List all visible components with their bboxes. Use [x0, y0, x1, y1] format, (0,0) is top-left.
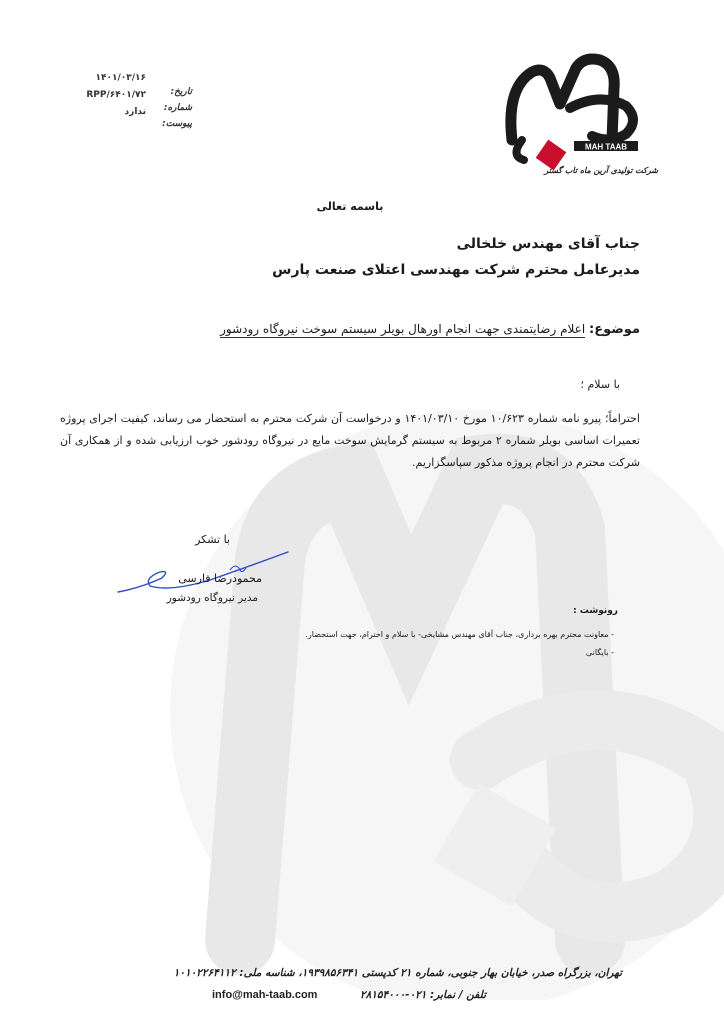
footer-phone: تلفن / نمابر: ۰۲۱-۲۸۱۵۴۰۰۰ — [359, 989, 486, 1001]
greeting: با سلام ؛ — [580, 378, 620, 391]
cc-label: رونوشت : — [573, 606, 618, 616]
subject-label: موضوع: — [589, 322, 640, 337]
signer-title: مدیر نیروگاه رودشور — [166, 592, 258, 604]
cc-item: - معاونت محترم بهره برداری، جناب آقای مهندس مشایخی- با سلام و احترام، جهت استحضار. — [154, 626, 614, 644]
closing: با تشکر — [195, 533, 230, 546]
number-value: RPP/۶۴۰۱/۷۲ — [86, 90, 146, 100]
meta-labels — [146, 84, 192, 132]
recipient-name: جناب آقای مهندس خلخالی — [456, 236, 640, 252]
subject-line — [220, 322, 640, 337]
date-label: تاریخ: — [170, 87, 192, 97]
cc-list — [154, 626, 614, 662]
number-label: شماره: — [163, 103, 192, 113]
company-name: شرکت تولیدی آرین ماه تاب گستر — [544, 166, 658, 175]
letter-body: احتراماً؛ پیرو نامه شماره ۱۰/۶۲۳ مورخ ۱۴۰۱/۰۳/۱۰ و درخواست آن شرکت محترم به استحضار می رساند، کیفیت اجرای پروژه تعمیرات اساسی بویلر شماره ۲ مربوط به سیستم گرمایش سوخت مایع در نیروگاه رودشور خوب ارزیابی شده و از همکاری آن شرکت محترم در انجام پروژه مذکور سپاسگزاریم. — [60, 412, 640, 469]
attachment-label: پیوست: — [162, 119, 192, 129]
signer-name: محمودرضا فارسی — [178, 572, 262, 585]
meta-values — [68, 70, 146, 121]
footer-email[interactable]: info@mah-taab.com — [212, 989, 318, 1001]
footer-address: تهران، بزرگراه صدر، خیابان بهار جنوبی، شماره ۲۱ کدپستی ۱۹۳۹۸۵۶۳۴۱، شناسه ملی: ۱۰۱۰۲۲۶۴۱۱۲ — [173, 967, 622, 979]
subject-text: اعلام رضایتمندی جهت انجام اورهال بویلر سیستم سوخت نیروگاه رودشور — [220, 322, 586, 336]
date-value: ۱۴۰۱/۰۳/۱۶ — [95, 73, 146, 83]
recipient-title: مدیرعامل محترم شرکت مهندسی اعتلای صنعت پارس — [272, 262, 640, 278]
logo-text: MAH TAAB — [584, 142, 628, 152]
attachment-value: ندارد — [124, 107, 146, 117]
basmala: باسمه تعالی — [316, 200, 384, 213]
cc-item: - بایگانی — [154, 644, 614, 662]
